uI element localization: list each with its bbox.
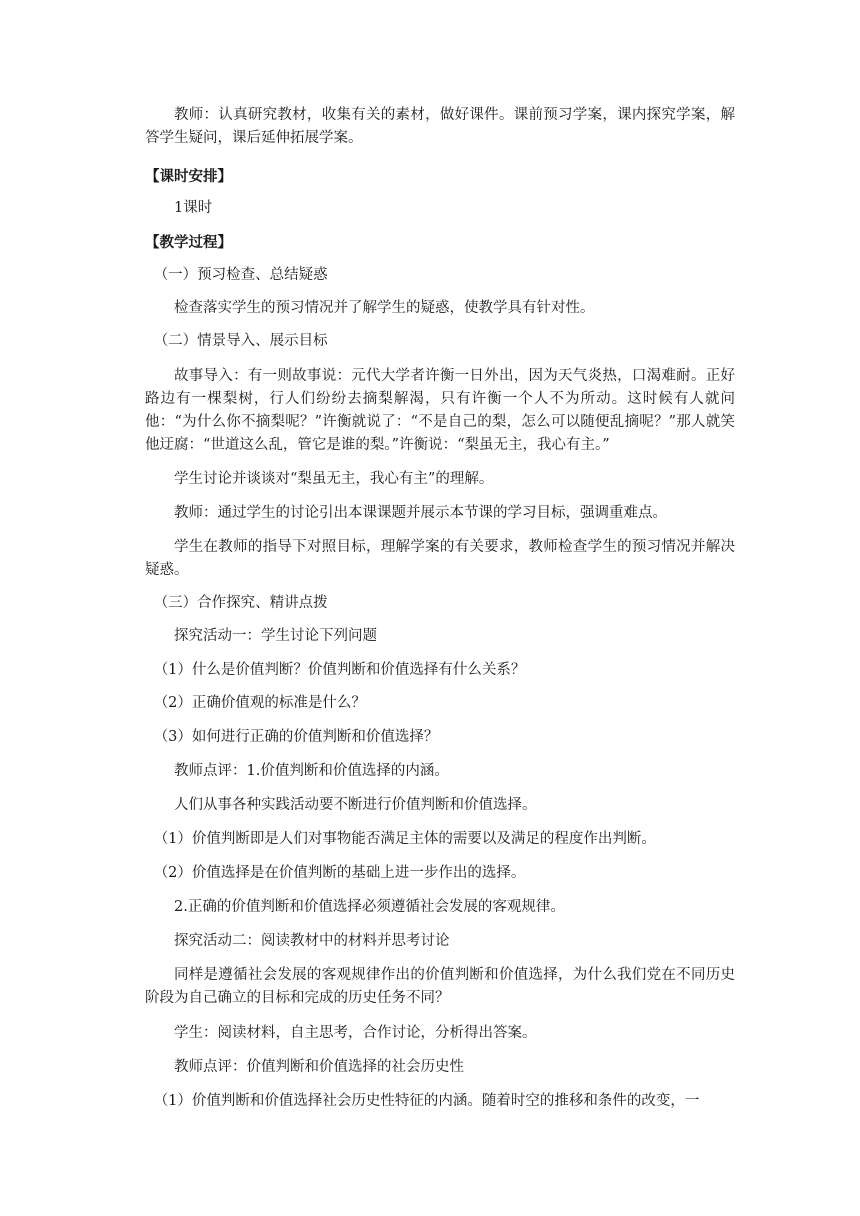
paragraph-teacher-comment-2: 教师点评：价值判断和价值选择的社会历史性 (174, 1059, 464, 1075)
paragraph-historicity: （1）价值判断和价值选择社会历史性特征的内涵。随着时空的推移和条件的改变，一 (153, 1093, 700, 1109)
subheading-cooperation: （三）合作探究、精讲点拨 (153, 595, 328, 611)
heading-schedule: 【课时安排】 (145, 168, 232, 185)
paragraph-student-discussion: 学生讨论并谈谈对“梨虽无主，我心有主”的理解。 (174, 471, 494, 487)
question-2: （2）正确价值观的标准是什么？ (153, 695, 366, 711)
point-2: （2）价值选择是在价值判断的基础上进一步作出的选择。 (153, 865, 526, 881)
paragraph-student-targets: 学生在教师的指导下对照目标，理解学案的有关要求，教师检查学生的预习情况并解决疑惑。 (145, 539, 735, 578)
paragraph-activity-two: 探究活动二：阅读教材中的材料并思考讨论 (174, 933, 450, 949)
paragraph-teacher-topic: 教师：通过学生的讨论引出本课课题并展示本节课的学习目标，强调重难点。 (174, 505, 667, 521)
heading-process: 【教学过程】 (145, 234, 232, 251)
paragraph-practice: 人们从事各种实践活动要不断进行价值判断和价值选择。 (174, 797, 537, 813)
subheading-scene-intro: （二）情景导入、展示目标 (153, 333, 328, 349)
paragraph-teacher-prep: 教师：认真研究教材，收集有关的素材，做好课件。课前预习学案，课内探究学案，解答学生疑问，课后延伸拓展学案。 (145, 107, 735, 146)
question-3: （3）如何进行正确的价值判断和价值选择？ (153, 729, 439, 745)
paragraph-one-lesson: 1课时 (174, 200, 213, 216)
subheading-preview-check: （一）预习检查、总结疑惑 (153, 267, 328, 283)
paragraph-student-read: 学生：阅读材料，自主思考，合作讨论，分析得出答案。 (174, 1025, 537, 1041)
paragraph-question-history: 同样是遵循社会发展的客观规律作出的价值判断和价值选择，为什么我们党在不同历史阶段为自己确立的目标和完成的历史任务不同？ (145, 967, 735, 1006)
paragraph-objective-law: 2.正确的价值判断和价值选择必须遵循社会发展的客观规律。 (174, 899, 565, 915)
question-1: （1）什么是价值判断？价值判断和价值选择有什么关系？ (153, 662, 526, 678)
paragraph-story: 故事导入：有一则故事说：元代大学者许衡一日外出，因为天气炎热，口渴难耐。正好路边有一棵梨树，行人们纷纷去摘梨解渴，只有许衡一个人不为所动。这时候有人就问他：“为什么你不摘梨呢？”许衡就说了：“不是自己的梨，怎么可以随便乱摘呢？”那人就笑他迂腐：“世道这么乱，管它是谁的梨。”许衡说：“梨虽无主，我心有主。” (145, 368, 735, 453)
paragraph-activity-one: 探究活动一：学生讨论下列问题 (174, 628, 377, 644)
point-1: （1）价值判断即是人们对事物能否满足主体的需要以及满足的程度作出判断。 (153, 831, 656, 847)
paragraph-preview-check: 检查落实学生的预习情况并了解学生的疑惑，使教学具有针对性。 (174, 300, 595, 316)
paragraph-teacher-comment-1: 教师点评：1.价值判断和价值选择的内涵。 (174, 763, 449, 779)
